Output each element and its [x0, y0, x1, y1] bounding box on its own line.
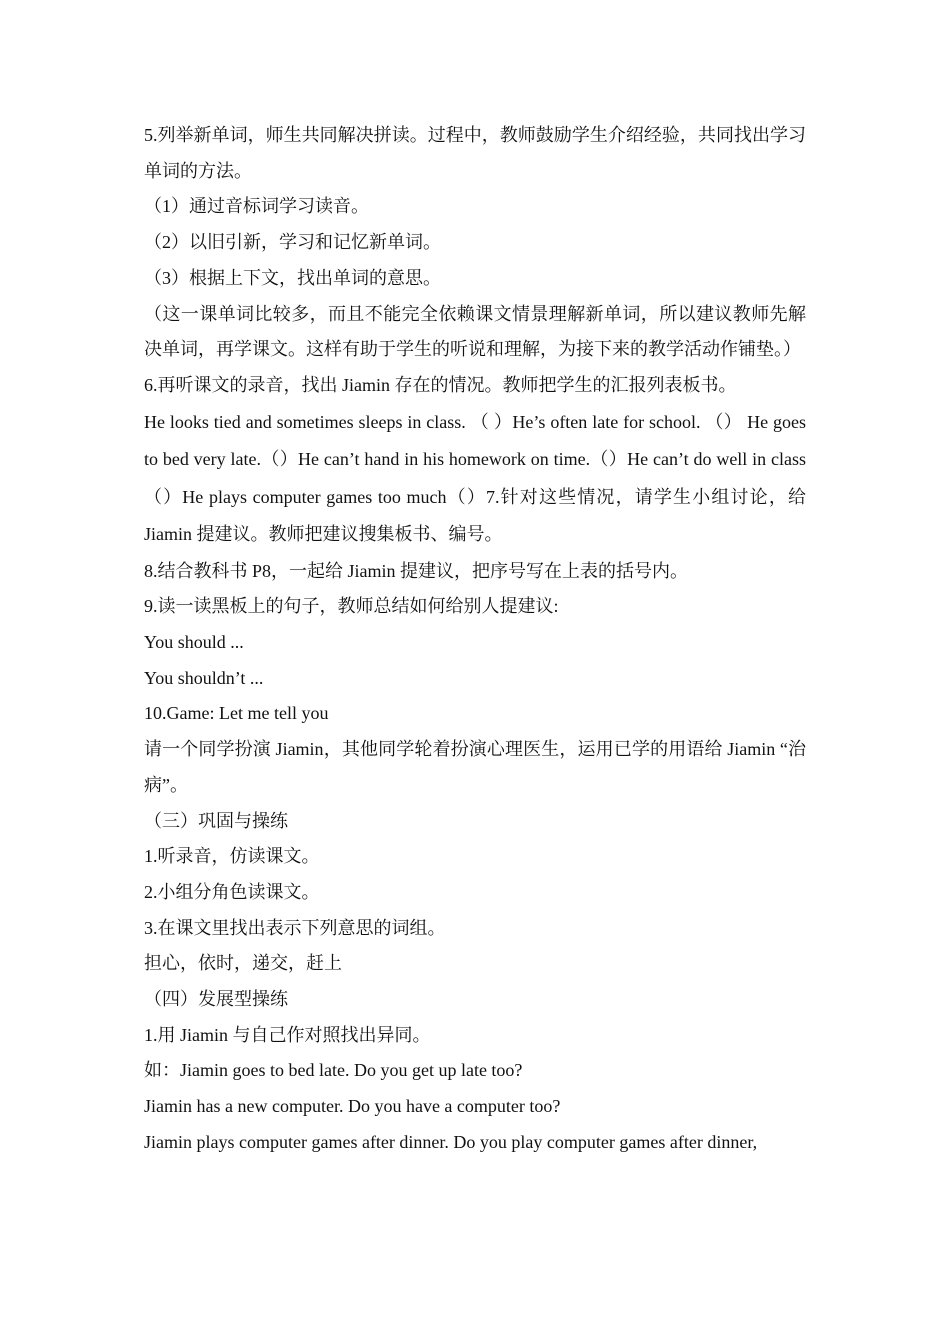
- paragraph-consolidation-3: 3.在课文里找出表示下列意思的词组。: [144, 917, 446, 938]
- paragraph-example-2: Jiamin has a new computer. Do you have a computer too?: [144, 1096, 561, 1117]
- paragraph-development-1: 1.用 Jiamin 与自己作对照找出异同。: [144, 1024, 431, 1045]
- paragraph-you-should: You should ...: [144, 632, 244, 653]
- document-body: [144, 118, 806, 1161]
- paragraph-method-3: （3）根据上下文，找出单词的意思。: [144, 267, 441, 288]
- paragraph-step-5: 5.列举新单词，师生共同解决拼读。过程中，教师鼓励学生介绍经验，共同找出学习单词的方法。: [144, 125, 806, 181]
- paragraph-step-6: 6.再听课文的录音，找出 Jiamin 存在的情况。教师把学生的汇报列表板书。: [144, 374, 737, 395]
- paragraph-situations-list: He looks tied and sometimes sleeps in class. （ ）He’s often late for school. （） He goes to bed very late.（）He can’t hand in his homework on time.（）He can’t do well in class（）He plays computer games too much（）7.针对这些情况，请学生小组讨论，给 Jiamin 提建议。教师把建议搜集板书、编号。: [144, 411, 806, 545]
- paragraph-game-description: 请一个同学扮演 Jiamin，其他同学轮着扮演心理医生，运用已学的用语给 Jiamin “治病”。: [144, 739, 806, 795]
- paragraph-consolidation-1: 1.听录音，仿读课文。: [144, 846, 320, 867]
- paragraph-consolidation-2: 2.小组分角色读课文。: [144, 881, 320, 902]
- paragraph-you-shouldnt: You shouldn’t ...: [144, 667, 264, 688]
- paragraph-note: （这一课单词比较多，而且不能完全依赖课文情景理解新单词，所以建议教师先解决单词，再学课文。这样有助于学生的听说和理解，为接下来的教学活动作铺垫。）: [144, 303, 806, 360]
- paragraph-step-8: 8.结合教科书 P8，一起给 Jiamin 提建议，把序号写在上表的括号内。: [144, 560, 689, 581]
- paragraph-step-10-game: 10.Game: Let me tell you: [144, 703, 329, 724]
- paragraph-phrase-list: 担心，依时，递交，赶上: [144, 953, 342, 974]
- section-heading-consolidation: （三）巩固与操练: [144, 810, 288, 831]
- paragraph-step-9: 9.读一读黑板上的句子，教师总结如何给别人提建议:: [144, 596, 559, 617]
- paragraph-example-1: 如：Jiamin goes to bed late. Do you get up late too?: [144, 1060, 523, 1081]
- paragraph-example-3: Jiamin plays computer games after dinner. Do you play computer games after dinner,: [144, 1131, 758, 1152]
- paragraph-method-1: （1）通过音标词学习读音。: [144, 196, 369, 217]
- section-heading-development: （四）发展型操练: [144, 989, 288, 1010]
- paragraph-method-2: （2）以旧引新，学习和记忆新单词。: [144, 232, 441, 253]
